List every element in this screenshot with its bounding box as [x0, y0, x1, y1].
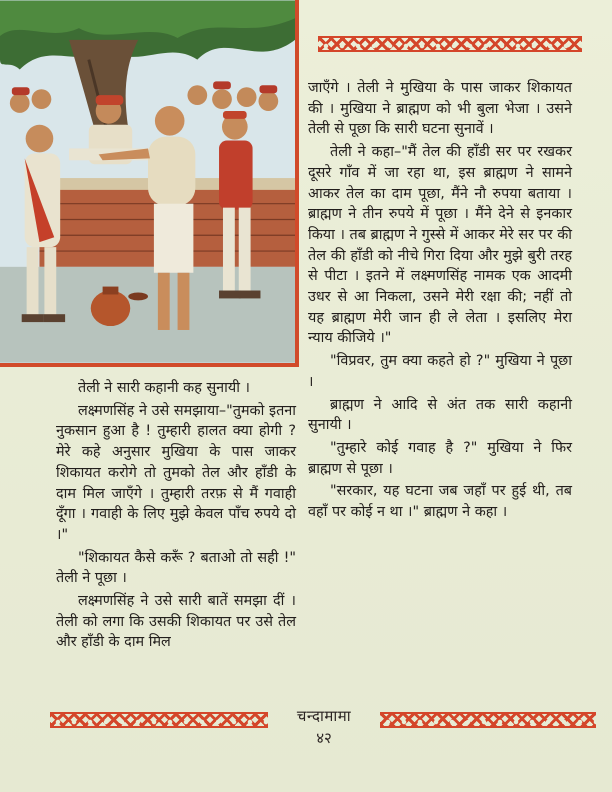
paragraph: "सरकार, यह घटना जब जहाँ पर हुई थी, तब वहाँ पर कोई न था ।" ब्राह्मण ने कहा । — [308, 483, 572, 521]
paragraph: तेली ने कहा–"मैं तेल की हाँडी सर पर रखकर दूसरे गाँव में जा रहा था, इस ब्राह्मण ने सामने आकर तेल का दाम पूछा, मैंने नौ रुपया बताया । ब्राह्मण ने तीन रुपये में पूछा । मैंने देने से इनकार किया । तब ब्राह्मण ने गुस्से में आकर मेरे सर पर की तेल की हाँडी को नीचे गिरा दिया और मुझे बुरी तरह से पीटा । इतने में लक्ष्मणसिंह नामक एक आदमी उधर से आ निकला, उसने मेरी रक्षा की; नहीं तो यह ब्राह्मण मेरी जान ही ले लेता । इसलिए मेरा न्याय कीजिये ।" — [308, 144, 572, 347]
footer-ornament-right — [380, 712, 596, 728]
left-text-column — [56, 378, 296, 653]
paragraph: लक्ष्मणसिंह ने उसे समझाया–"तुमको इतना नुकसान हुआ है ! तुम्हारी हालत क्या होगी ? मेरे कहे अनुसार मुखिया के पास जाकर शिकायत करोगे तो तुमको तेल और हाँडी के दाम मिल जाएँगे । तुम्हारी तरफ़ से मैं गवाही दूँगा । गवाही के लिए मुझे केवल पाँच रुपये दो ।" — [56, 402, 296, 543]
paragraph: ब्राह्मण ने आदि से अंत तक सारी कहानी सुनायी । — [308, 396, 572, 434]
paragraph: जाएँगे । तेली ने मुखिया के पास जाकर शिकायत की । मुखिया ने ब्राह्मण को भी बुला भेजा । उसने तेली से पूछा कि सारी घटना सुनावें । — [308, 80, 572, 138]
magazine-title: चन्दामामा — [296, 707, 352, 725]
paragraph: लक्ष्मणसिंह ने उसे सारी बातें समझा दीं । तेली को लगा कि उसकी शिकायत पर उसे तेल और हाँडी के दाम मिल — [56, 593, 296, 651]
village-court-scene-illustration — [0, 0, 295, 363]
paragraph: तेली ने सारी कहानी कह सुनायी । — [78, 380, 250, 396]
paragraph: "विप्रवर, तुम क्या कहते हो ?" मुखिया ने पूछा । — [308, 353, 572, 390]
top-ornament-border — [318, 36, 582, 52]
page-number: ४२ — [316, 729, 332, 747]
right-text-column — [308, 78, 572, 523]
footer-ornament-left — [50, 712, 268, 728]
story-illustration — [0, 0, 299, 367]
paragraph: "शिकायत कैसे करूँ ? बताओ तो सही !" तेली ने पूछा । — [56, 549, 296, 587]
paragraph: "तुम्हारे कोई गवाह है ?" मुखिया ने फिर ब्राह्मण से पूछा । — [308, 439, 572, 477]
